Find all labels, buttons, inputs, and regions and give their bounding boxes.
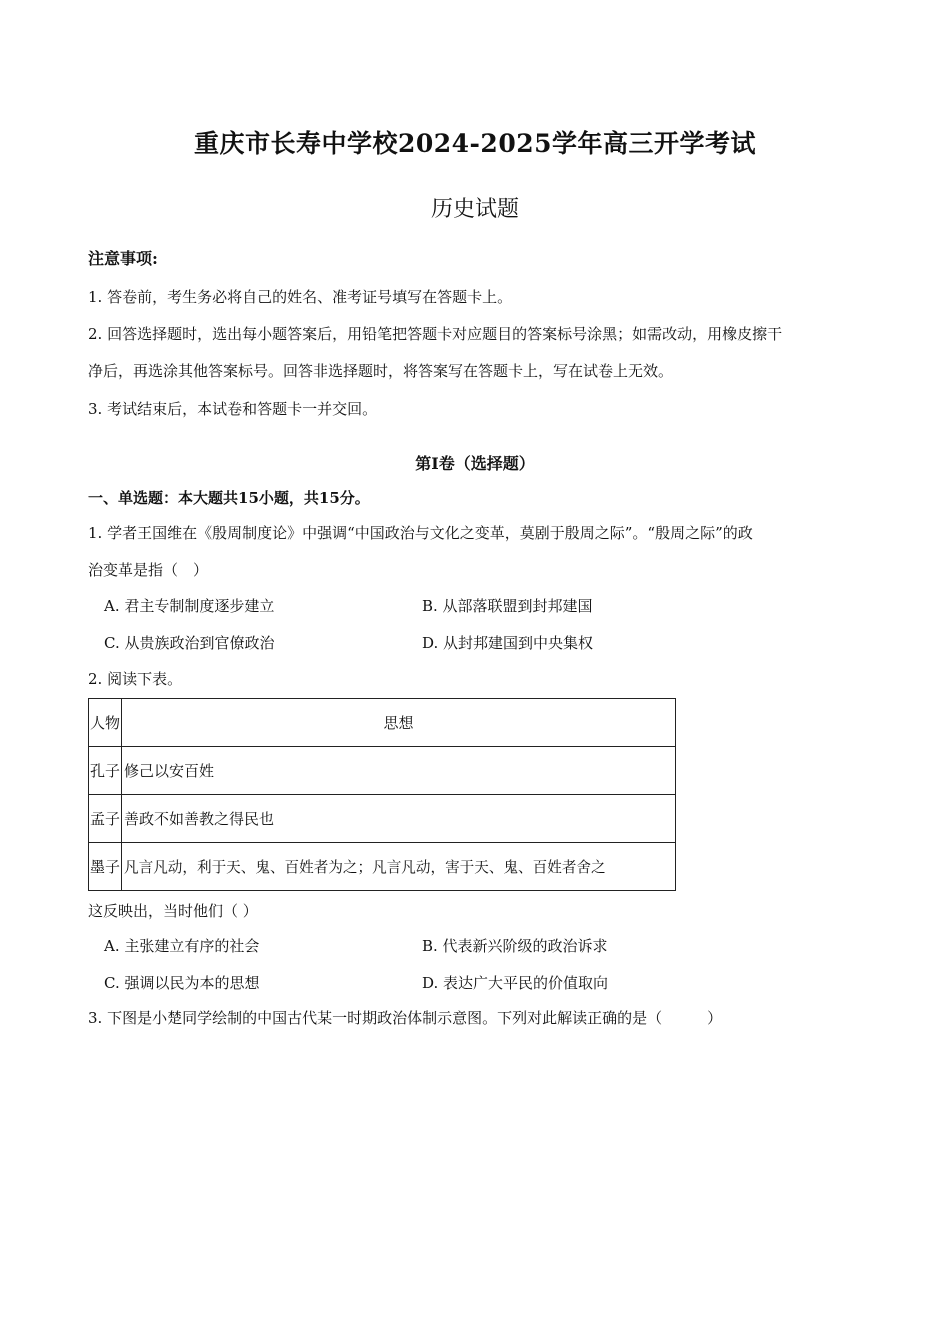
table-cell-thought: 凡言凡动，利于天、鬼、百姓者为之；凡言凡动，害于天、鬼、百姓者舍之 — [122, 843, 676, 891]
notice-item-3: 3. 考试结束后，本试卷和答题卡一并交回。 — [88, 400, 378, 418]
notice-heading: 注意事项: — [88, 249, 158, 268]
table-row — [89, 699, 676, 747]
part-heading: 一、单选题：本大题共15小题，共15分。 — [88, 489, 370, 507]
table-row — [89, 747, 676, 795]
table-cell-person: 孟子 — [89, 795, 122, 843]
q1-option-a: A. 君主专制制度逐步建立 — [104, 597, 275, 615]
section-title: 第I卷（选择题） — [415, 454, 535, 473]
notice-item-2: 2. 回答选择题时，选出每小题答案后，用铅笔把答题卡对应题目的答案标号涂黑；如需改动，用橡皮擦干 — [88, 325, 783, 343]
q2-after-table: 这反映出，当时他们（ ） — [88, 902, 258, 920]
q1-option-d: D. 从封邦建国到中央集权 — [422, 634, 594, 652]
table-header-thought: 思想 — [122, 699, 676, 747]
q2-option-a: A. 主张建立有序的社会 — [104, 937, 260, 955]
table-row — [89, 795, 676, 843]
q2-option-d: D. 表达广大平民的价值取向 — [422, 974, 609, 992]
thought-table — [88, 698, 676, 891]
q3-stem: 3. 下图是小楚同学绘制的中国古代某一时期政治体制示意图。下列对此解读正确的是（ ） — [88, 1009, 723, 1027]
table-cell-thought: 善政不如善教之得民也 — [122, 795, 676, 843]
table-cell-person: 孔子 — [89, 747, 122, 795]
q2-option-c: C. 强调以民为本的思想 — [104, 974, 260, 992]
q1-option-b: B. 从部落联盟到封邦建国 — [422, 597, 593, 615]
q2-stem: 2. 阅读下表。 — [88, 670, 183, 688]
notice-item-2-cont: 净后，再选涂其他答案标号。回答非选择题时，将答案写在答题卡上，写在试卷上无效。 — [88, 362, 674, 380]
table-row — [89, 843, 676, 891]
q2-option-b: B. 代表新兴阶级的政治诉求 — [422, 937, 608, 955]
table-cell-person: 墨子 — [89, 843, 122, 891]
q1-stem-line2: 治变革是指（ ） — [88, 561, 209, 579]
exam-title: 重庆市长寿中学校2024-2025学年高三开学考试 — [193, 129, 757, 158]
q1-stem-line1: 1. 学者王国维在《殷周制度论》中强调“中国政治与文化之变革，莫剧于殷周之际”。“殷周之际”的政 — [88, 524, 753, 542]
exam-subject: 历史试题 — [430, 197, 519, 222]
table-cell-thought: 修己以安百姓 — [122, 747, 676, 795]
q1-option-c: C. 从贵族政治到官僚政治 — [104, 634, 275, 652]
notice-item-1: 1. 答卷前，考生务必将自己的姓名、准考证号填写在答题卡上。 — [88, 288, 513, 306]
table-header-person: 人物 — [89, 699, 122, 747]
